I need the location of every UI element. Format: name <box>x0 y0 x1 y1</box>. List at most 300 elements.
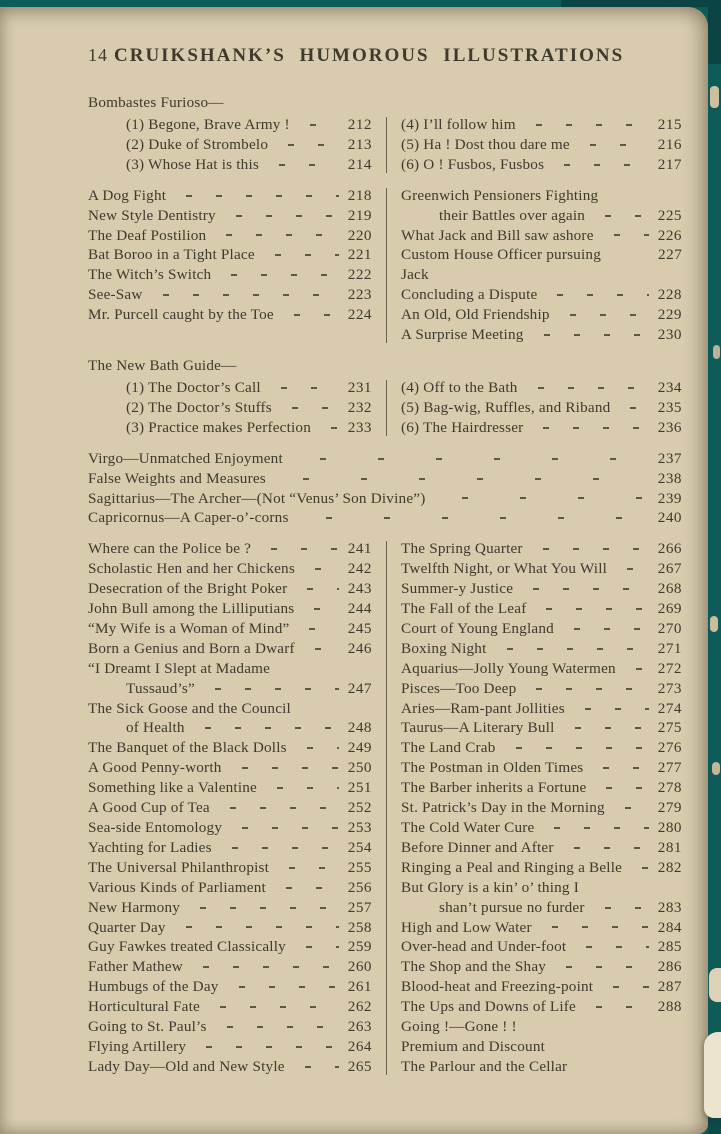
entry-page-number: 238 <box>657 469 682 487</box>
dash-leader <box>189 907 339 909</box>
dash-leader <box>559 314 649 316</box>
toc-row <box>401 957 682 977</box>
dash-leader <box>268 164 339 166</box>
entry-page-number: 261 <box>347 978 372 996</box>
dash-leader <box>522 588 649 590</box>
toc-row <box>401 977 682 997</box>
entry-page-number: 227 <box>658 246 683 264</box>
entry-page-number: 243 <box>347 580 372 598</box>
toc-row <box>401 778 682 798</box>
toc-row <box>88 798 372 818</box>
entry-title: Sea-side Entomology <box>88 819 223 836</box>
scan-shadow-top-right <box>561 0 721 7</box>
toc-row <box>401 659 682 679</box>
dash-leader <box>614 807 649 809</box>
entry-title: Scholastic Hen and her Chickens <box>88 560 295 578</box>
page-header <box>88 45 682 67</box>
entry-title: Born a Genius and Born a Dwarf <box>88 639 295 657</box>
entry-title: A Good Cup of Tea <box>88 799 210 817</box>
dash-leader <box>260 548 339 550</box>
entry-title: Flying Artillery <box>88 1037 187 1055</box>
dash-leader <box>281 407 339 409</box>
entry-page-number: 269 <box>657 600 682 618</box>
entry-page-number: 266 <box>657 540 682 558</box>
entry-page-number: 224 <box>347 306 372 324</box>
entry-page-number: 219 <box>347 206 372 224</box>
toc-row <box>88 1017 372 1037</box>
entry-title: (2) Duke of Strombelo <box>126 135 269 153</box>
entry-page-number: 288 <box>657 998 682 1016</box>
entry-title: their Battles over again <box>439 206 586 224</box>
dash-leader <box>303 608 338 610</box>
entry-page-number: 250 <box>347 759 372 777</box>
dash-leader <box>625 668 649 670</box>
entry-page-number: 280 <box>657 819 682 836</box>
entry-title: Pisces—Too Deep <box>401 679 517 697</box>
toc-row <box>88 115 372 135</box>
entry-title: The Witch’s Switch <box>88 266 212 284</box>
dash-leader <box>594 215 649 217</box>
entry-title: A Dog Fight <box>88 186 167 204</box>
dash-leader <box>541 926 649 928</box>
toc-row <box>88 155 372 175</box>
entry-title: Mr. Purcell caught by the Toe <box>88 306 274 324</box>
entry-page-number: 267 <box>657 560 682 578</box>
entry-title: (3) Practice makes Perfection <box>126 418 312 436</box>
dash-leader <box>616 568 649 570</box>
dash-leader <box>175 195 339 197</box>
entry-page-number: 276 <box>657 739 682 757</box>
toc-row <box>88 206 372 226</box>
entry-page-number: 258 <box>347 918 372 936</box>
entry-page-number: 251 <box>347 779 372 797</box>
toc-row <box>88 579 372 599</box>
entry-title: The Parlour and the Cellar <box>401 1057 568 1075</box>
entry-title: The Sick Goose and the Council <box>88 699 291 717</box>
dash-leader <box>553 164 649 166</box>
entry-title: The Fall of the Leaf <box>401 600 527 618</box>
dash-leader <box>194 727 339 729</box>
entry-page-number: 231 <box>347 378 372 396</box>
entry-title: St. Patrick’s Day in the Morning <box>401 799 605 817</box>
toc-row <box>401 155 682 175</box>
dash-leader <box>546 294 648 296</box>
toc-row <box>88 418 372 438</box>
entry-title: John Bull among the Lilliputians <box>88 600 295 618</box>
dash-leader <box>195 1046 339 1048</box>
toc-row <box>88 449 682 469</box>
dash-leader <box>278 867 339 869</box>
dash-leader <box>505 747 649 749</box>
dash-leader <box>535 608 648 610</box>
toc-row <box>401 398 682 418</box>
toc-row <box>88 997 372 1017</box>
toc-row <box>401 325 682 345</box>
entry-title: Tussaud’s” <box>126 679 195 697</box>
entry-title: Premium and Discount <box>401 1037 546 1055</box>
section-group-title: Bombastes Furioso— <box>88 94 224 111</box>
toc-row <box>401 818 682 838</box>
dash-leader <box>575 946 648 948</box>
entry-title: (3) Whose Hat is this <box>126 155 259 173</box>
entry-title: Father Mathew <box>88 958 183 976</box>
entry-title: An Old, Old Friendship <box>401 306 550 324</box>
toc-row <box>88 599 372 619</box>
section-columns <box>88 186 682 345</box>
toc-row <box>401 798 682 818</box>
entry-title: New Style Dentistry <box>88 206 216 224</box>
toc-row <box>88 957 372 977</box>
entry-page-number: 260 <box>347 958 372 976</box>
toc-row <box>401 1057 682 1077</box>
dash-leader <box>579 144 649 146</box>
entry-title: The Universal Philanthropist <box>88 858 270 876</box>
section-columns <box>88 378 682 438</box>
toc-row <box>88 1057 372 1077</box>
entry-title: The Postman in Olden Times <box>401 759 584 777</box>
dash-leader <box>215 234 338 236</box>
toc-row <box>88 186 372 206</box>
left-column <box>88 115 372 175</box>
entry-title: Humbugs of the Day <box>88 978 219 996</box>
entry-page-number: 235 <box>657 398 682 416</box>
entry-title: Guy Fawkes treated Classically <box>88 938 286 956</box>
entry-title: Capricornus—A Caper-o’-corns <box>88 509 289 527</box>
toc-row <box>88 758 372 778</box>
entry-page-number: 249 <box>347 739 372 757</box>
toc-row <box>401 1037 682 1057</box>
entry-page-number: 259 <box>347 938 372 956</box>
entry-title: Yachting for Ladies <box>88 838 212 856</box>
toc-row <box>88 619 372 639</box>
book-page <box>0 7 708 1134</box>
toc-row <box>88 898 372 918</box>
toc-row <box>88 699 372 719</box>
entry-page-number: 216 <box>657 135 682 153</box>
dash-leader <box>619 407 648 409</box>
entry-title: Various Kinds of Parliament <box>88 878 266 896</box>
toc-row <box>88 679 372 699</box>
entry-title: A Good Penny-worth <box>88 759 222 777</box>
toc-row <box>88 937 372 957</box>
entry-page-number: 240 <box>657 509 682 527</box>
entry-page-number: 226 <box>657 226 682 244</box>
entry-page-number: 268 <box>657 580 682 598</box>
toc-row <box>401 579 682 599</box>
entry-page-number: 218 <box>347 186 372 204</box>
toc-row <box>401 599 682 619</box>
entry-page-number: 246 <box>347 639 372 657</box>
scan-shadow-right <box>708 0 721 64</box>
entry-title: (1) The Doctor’s Call <box>126 378 261 396</box>
toc-row <box>88 265 372 285</box>
column-divider <box>386 188 387 343</box>
toc-section <box>88 449 682 529</box>
dash-leader <box>298 628 338 630</box>
entry-page-number: 247 <box>347 679 372 697</box>
entry-title: (6) O ! Fusbos, Fusbos <box>401 155 545 173</box>
entry-page-number: 275 <box>657 719 682 737</box>
entry-title: The Banquet of the Black Dolls <box>88 739 287 757</box>
entry-page-number: 253 <box>347 819 372 836</box>
entry-page-number: 223 <box>347 286 372 304</box>
column-divider <box>386 380 387 436</box>
entry-page-number: 228 <box>657 286 682 304</box>
toc-row <box>401 898 682 918</box>
dash-leader <box>275 887 339 889</box>
entry-title: (6) The Hairdresser <box>401 418 524 436</box>
entry-title: The Spring Quarter <box>401 540 523 558</box>
entry-page-number: 263 <box>347 1018 372 1036</box>
column-divider <box>386 117 387 173</box>
entry-title: Aries—Ram-pant Jollities <box>401 699 565 717</box>
entry-title: Taurus—A Literary Bull <box>401 719 555 737</box>
dash-leader <box>594 907 649 909</box>
entry-title: of Health <box>126 719 185 737</box>
toc-row <box>401 135 682 155</box>
dash-leader <box>304 568 339 570</box>
dash-leader <box>283 314 339 316</box>
dash-leader <box>216 1026 339 1028</box>
torn-edge-bit <box>710 616 718 632</box>
dash-leader <box>592 767 648 769</box>
torn-edge-large <box>704 1032 721 1118</box>
entry-title: Over-head and Under-foot <box>401 938 567 956</box>
entry-title: Desecration of the Bright Poker <box>88 580 288 598</box>
dash-leader <box>295 946 339 948</box>
toc-row <box>88 508 682 528</box>
dash-leader <box>228 986 339 988</box>
toc-row <box>88 305 372 325</box>
entry-page-number: 248 <box>347 719 372 737</box>
entry-title: The Ups and Downs of Life <box>401 998 576 1016</box>
torn-edge-bit <box>713 345 720 359</box>
left-column <box>88 378 372 438</box>
toc-row <box>401 539 682 559</box>
entry-page-number: 215 <box>657 116 682 133</box>
entry-title: The Land Crab <box>401 739 496 757</box>
dash-leader <box>296 588 338 590</box>
entry-page-number: 255 <box>347 858 372 876</box>
toc-row <box>88 918 372 938</box>
entry-title: New Harmony <box>88 898 181 916</box>
entry-page-number: 233 <box>347 418 372 436</box>
entry-page-number: 234 <box>657 378 682 396</box>
toc-row <box>88 226 372 246</box>
dash-leader <box>532 548 649 550</box>
entry-page-number: 265 <box>347 1057 372 1075</box>
entry-page-number: 285 <box>657 938 682 956</box>
toc-row <box>88 1037 372 1057</box>
toc-row <box>401 186 682 206</box>
entry-title: Before Dinner and After <box>401 838 554 856</box>
toc-row <box>401 245 682 285</box>
entry-page-number: 254 <box>347 838 372 856</box>
entry-title: False Weights and Measures <box>88 469 266 487</box>
entry-page-number: 229 <box>657 306 682 324</box>
dash-leader <box>532 427 648 429</box>
toc-row <box>401 878 682 898</box>
toc-row <box>88 778 372 798</box>
toc-row <box>401 1017 682 1037</box>
entry-title: High and Low Water <box>401 918 532 936</box>
dash-leader <box>266 787 339 789</box>
entry-title: But Glory is a kin’ o’ thing I <box>401 878 579 896</box>
entry-page-number: 271 <box>657 639 682 657</box>
dash-leader <box>555 966 649 968</box>
toc-row <box>401 206 682 226</box>
entry-title: Summer-y Justice <box>401 580 514 598</box>
entry-page-number: 241 <box>347 540 372 558</box>
entry-page-number: 274 <box>657 699 682 717</box>
toc-row <box>88 858 372 878</box>
toc-row <box>88 469 682 489</box>
entry-title: The Deaf Postilion <box>88 226 207 244</box>
entry-title: Virgo—Unmatched Enjoyment <box>88 449 283 467</box>
entry-page-number: 279 <box>657 799 682 817</box>
toc-row <box>401 997 682 1017</box>
entry-title: Something like a Valentine <box>88 779 257 797</box>
dash-leader <box>231 827 339 829</box>
entry-title: Where can the Police be ? <box>88 540 252 558</box>
section-group-title: The New Bath Guide— <box>88 356 237 374</box>
toc-row <box>401 559 682 579</box>
toc-row <box>88 818 372 838</box>
entry-title: Quarter Day <box>88 918 166 936</box>
section-columns <box>88 539 682 1076</box>
toc-section <box>88 186 682 345</box>
dash-leader <box>270 387 339 389</box>
toc-section <box>88 539 682 1076</box>
dash-leader <box>292 458 649 460</box>
entry-title: Greenwich Pensioners Fighting <box>401 186 599 204</box>
dash-leader <box>564 727 649 729</box>
entry-title: shan’t pursue no furder <box>439 898 585 916</box>
toc-row <box>401 619 682 639</box>
toc-row <box>88 977 372 997</box>
entry-page-number: 282 <box>657 858 682 876</box>
entry-page-number: 287 <box>657 978 682 996</box>
entry-page-number: 283 <box>657 898 682 916</box>
dash-leader <box>294 1066 339 1068</box>
torn-edge-bit <box>710 86 719 108</box>
entry-title: The Cold Water Cure <box>401 819 535 836</box>
toc-row <box>88 489 682 509</box>
toc-row <box>88 878 372 898</box>
toc-row <box>401 679 682 699</box>
entry-title: The Barber inherits a Fortune <box>401 779 587 797</box>
entry-title: (5) Bag-wig, Ruffles, and Riband <box>401 398 611 416</box>
entry-title: (5) Ha ! Dost thou dare me <box>401 135 570 153</box>
entry-title: Blood-heat and Freezing-point <box>401 978 594 996</box>
toc-row <box>401 858 682 878</box>
toc-row <box>401 758 682 778</box>
dash-leader <box>299 124 339 126</box>
toc-row <box>401 418 682 438</box>
toc-section <box>88 356 682 438</box>
entry-page-number: 214 <box>347 155 372 173</box>
dash-leader <box>304 648 339 650</box>
toc-row <box>401 305 682 325</box>
toc-row <box>88 718 372 738</box>
entry-title: Concluding a Dispute <box>401 286 538 304</box>
toc-row <box>401 285 682 305</box>
toc-sections <box>88 93 682 1077</box>
entry-title: Going !—Gone ! ! <box>401 1018 517 1036</box>
toc-row <box>88 838 372 858</box>
toc-row <box>88 639 372 659</box>
entry-title: Court of Young England <box>401 619 554 637</box>
dash-leader <box>533 334 649 336</box>
toc-row <box>88 378 372 398</box>
toc-row <box>401 378 682 398</box>
dash-leader <box>175 926 339 928</box>
entry-page-number: 264 <box>347 1037 372 1055</box>
entry-title: (4) Off to the Bath <box>401 378 518 396</box>
entry-page-number: 217 <box>657 155 682 173</box>
dash-leader <box>219 807 339 809</box>
dash-leader <box>525 124 649 126</box>
entry-title: Going to St. Paul’s <box>88 1018 207 1036</box>
toc-row <box>401 115 682 135</box>
toc-row <box>401 937 682 957</box>
entry-page-number: 281 <box>657 838 682 856</box>
entry-title: (2) The Doctor’s Stuffs <box>126 398 272 416</box>
entry-page-number: 242 <box>347 560 372 578</box>
toc-row <box>88 539 372 559</box>
dash-leader <box>264 254 339 256</box>
dash-leader <box>298 517 649 519</box>
entry-title: Ringing a Peal and Ringing a Belle <box>401 858 623 876</box>
page-title: CRUIKSHANK’S HUMOROUS ILLUSTRATIONS <box>114 45 625 66</box>
entry-page-number: 245 <box>347 619 372 637</box>
toc-row <box>88 398 372 418</box>
toc-row <box>401 639 682 659</box>
toc-section <box>88 93 682 175</box>
entry-page-number: 272 <box>657 659 682 677</box>
dash-leader <box>320 427 339 429</box>
dash-leader <box>204 688 339 690</box>
entry-title: “I Dreamt I Slept at Madame <box>88 659 271 677</box>
entry-page-number: 232 <box>347 398 372 416</box>
entry-title: A Surprise Meeting <box>401 326 524 344</box>
right-column <box>401 539 682 1076</box>
dash-leader <box>563 847 649 849</box>
left-column <box>88 186 372 345</box>
toc-row <box>88 659 372 679</box>
toc-row <box>88 738 372 758</box>
entry-page-number: 236 <box>657 418 682 436</box>
dash-leader <box>639 264 649 266</box>
entry-page-number: 284 <box>657 918 682 936</box>
dash-leader <box>595 787 648 789</box>
entry-page-number: 273 <box>657 679 682 697</box>
right-column <box>401 186 682 345</box>
entry-page-number: 213 <box>347 135 372 153</box>
toc-row <box>401 718 682 738</box>
entry-title: What Jack and Bill saw ashore <box>401 226 594 244</box>
entry-title: See-Saw <box>88 286 143 304</box>
entry-page-number: 256 <box>347 878 372 896</box>
entry-title: Sagittarius—The Archer—(Not “Venus’ Son Divine”) <box>88 489 426 507</box>
toc-row <box>88 245 372 265</box>
dash-leader <box>631 867 649 869</box>
toc-row <box>401 699 682 719</box>
toc-row <box>88 559 372 579</box>
entry-page-number: 286 <box>657 958 682 976</box>
entry-title: Twelfth Night, or What You Will <box>401 560 608 578</box>
entry-page-number: 221 <box>347 246 372 264</box>
